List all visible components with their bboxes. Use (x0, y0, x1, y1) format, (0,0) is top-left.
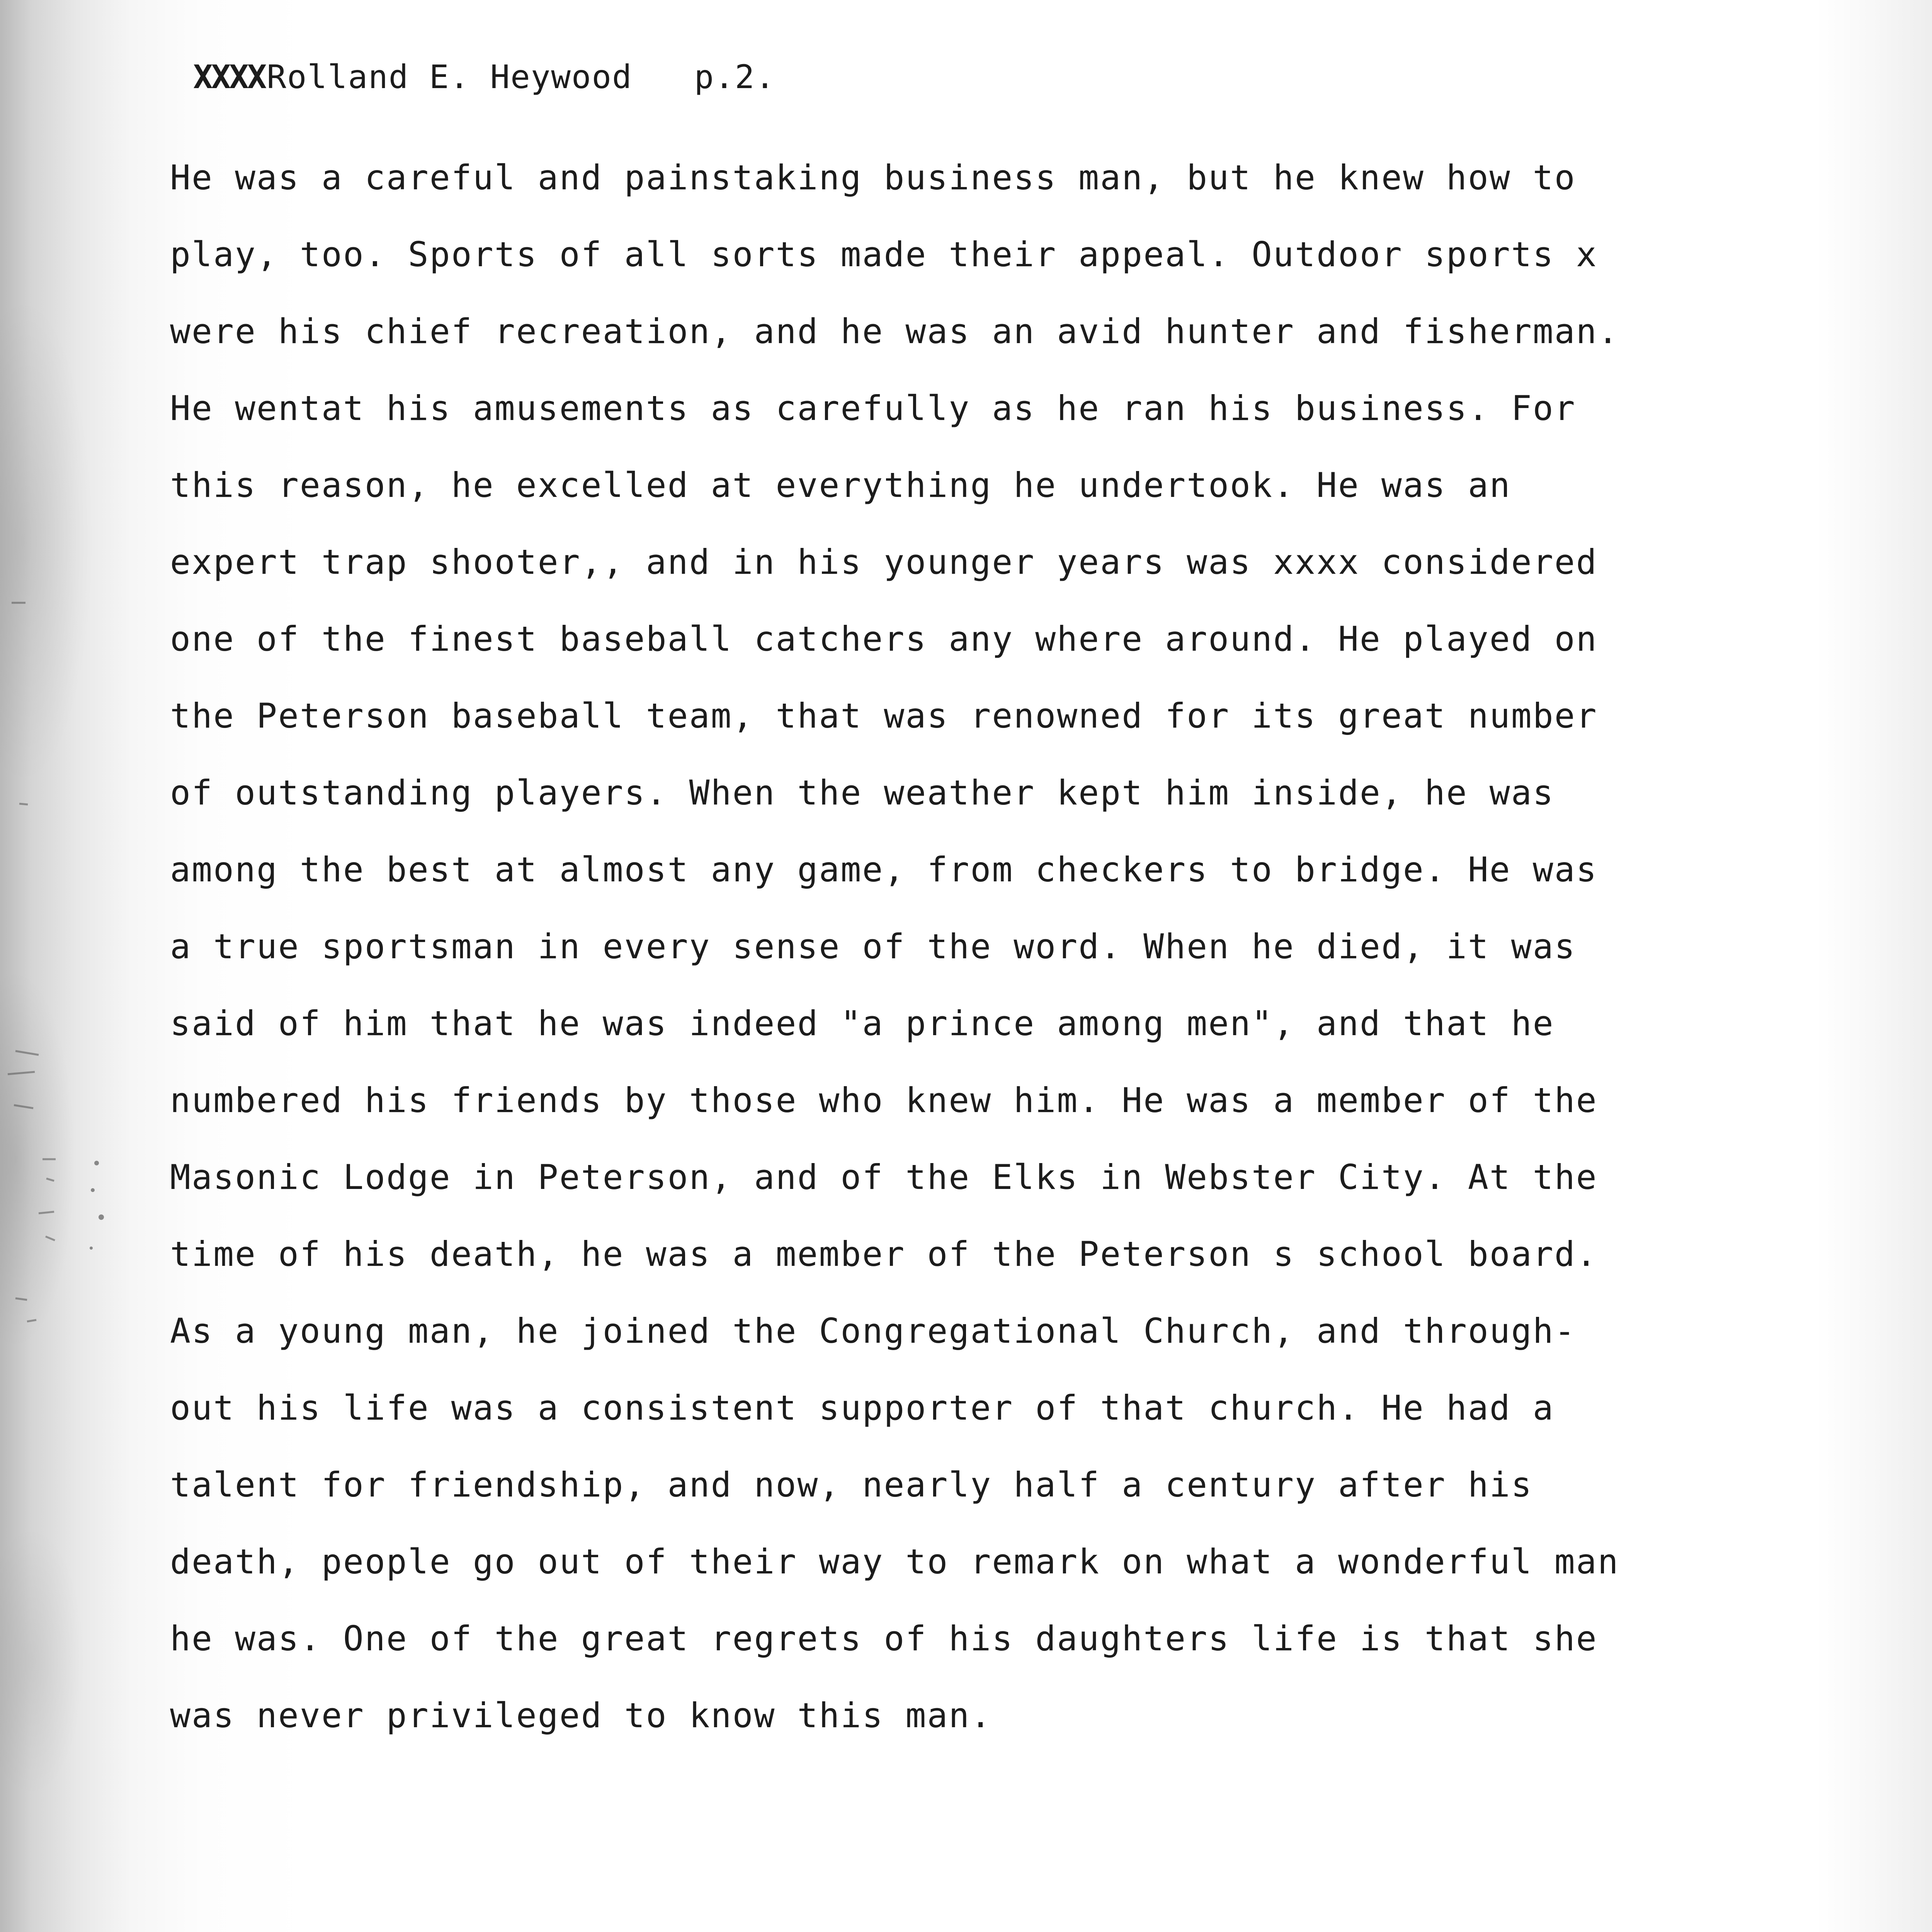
text-line: play, too. Sports of all sorts made their appeal. Outdoor sports x (170, 235, 1598, 274)
text-line: one of the finest baseball catchers any where around. He played on (170, 619, 1598, 659)
text-line: out his life was a consistent supporter of that church. He had a (170, 1388, 1554, 1428)
text-line: a true sportsman in every sense of the word. When he died, it was (170, 927, 1576, 966)
text-line: As a young man, he joined the Congregational Church, and through- (170, 1311, 1576, 1351)
text-line: were his chief recreation, and he was an avid hunter and fisherman. (170, 311, 1619, 351)
text-line: the Peterson baseball team, that was renowned for its great number (170, 696, 1598, 736)
text-line: among the best at almost any game, from checkers to bridge. He was (170, 850, 1598, 889)
text-line: He wentat his amusements as carefully as he ran his business. For (170, 388, 1576, 428)
text-line: said of him that he was indeed "a prince among men", and that he (170, 1003, 1554, 1043)
text-line: He was a careful and painstaking business man, but he knew how to (170, 158, 1576, 197)
header-name: Rolland E. Heywood (267, 58, 633, 96)
text-line: Masonic Lodge in Peterson, and of the Elks in Webster City. At the (170, 1157, 1598, 1197)
body-text (170, 139, 1785, 1754)
text-line: this reason, he excelled at everything he undertook. He was an (170, 465, 1511, 505)
page-number: p.2. (694, 58, 776, 96)
text-line: time of his death, he was a member of the Peterson s school board. (170, 1234, 1598, 1274)
text-line: death, people go out of their way to remark on what a wonderful man (170, 1542, 1619, 1582)
text-line: expert trap shooter,, and in his younger years was xxxx considered (170, 542, 1598, 582)
struck-out-text: XXXX (193, 58, 265, 96)
text-line: he was. One of the great regrets of his daughters life is that she (170, 1619, 1598, 1658)
text-line: of outstanding players. When the weather kept him inside, he was (170, 773, 1554, 813)
text-line: was never privileged to know this man. (170, 1696, 992, 1735)
text-line: talent for friendship, and now, nearly half a century after his (170, 1465, 1533, 1505)
margin-marks (0, 0, 162, 1932)
text-line: numbered his friends by those who knew him. He was a member of the (170, 1080, 1598, 1120)
page-header (193, 58, 776, 96)
